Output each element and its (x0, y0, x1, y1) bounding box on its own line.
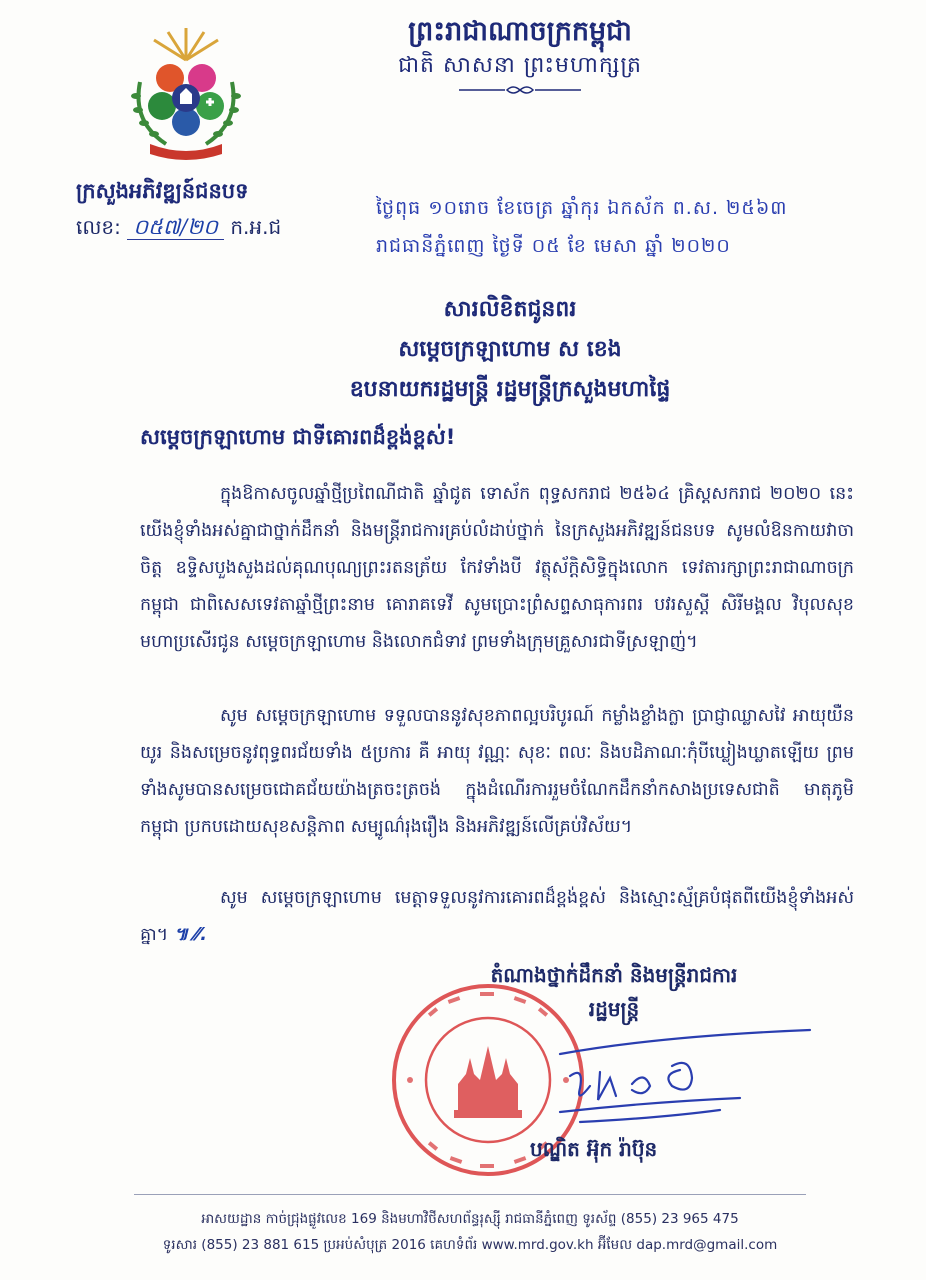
recipient-name: សម្តេចក្រឡាហោម ស ខេង (398, 337, 622, 362)
closing-handwritten-mark: ៕ ⁄⁄. (173, 925, 207, 945)
signatory-name: បណ្ឌិត អ៊ុក រ៉ាប៊ុន (530, 1137, 658, 1161)
footer-contact: ទូរសារ (855) 23 881 615 ប្រអប់សំបុត្រ 2016 គេហទំព័រ www.mrd.gov.kh អ៊ីមែល dap.mrd@gmail.com (162, 1237, 778, 1253)
ministry-name: ក្រសួងអភិវឌ្ឍន៍ជនបទ (76, 179, 249, 203)
closing-representative: តំណាងថ្នាក់ដឹកនាំ និងមន្ត្រីរាជការ (490, 963, 738, 987)
national-motto: ជាតិ សាសនា ព្រះមហាក្សត្រ (398, 53, 642, 78)
reference-suffix: ក.អ.ជ (230, 215, 282, 239)
body-paragraph-2 (140, 698, 854, 846)
reference-label: លេខ: (76, 215, 121, 239)
lunar-date: ថ្ងៃពុធ ១០រោច ខែចេត្រ ឆ្នាំកុរ ឯកស័ក ព.ស. ២៥៦៣ (376, 197, 788, 219)
letterhead-kingdom (330, 14, 710, 96)
footer (120, 1206, 820, 1258)
footer-divider (134, 1194, 806, 1195)
salutation: សម្តេចក្រឡាហោម ជាទីគោរពដ៏ខ្ពង់ខ្ពស់! (140, 425, 456, 449)
body-paragraph-3 (140, 880, 854, 954)
kingdom-title: ព្រះរាជាណាចក្រកម្ពុជា (408, 16, 632, 47)
ornament-divider (455, 84, 585, 96)
letter-title-block (210, 290, 810, 410)
recipient-position: ឧបនាយករដ្ឋមន្ត្រី រដ្ឋមន្ត្រីក្រសួងមហាផ្ទៃ (349, 377, 671, 402)
ministry-logo (122, 22, 250, 162)
handwritten-signature (540, 1026, 830, 1136)
closing-title: រដ្ឋមន្ត្រី (588, 997, 640, 1021)
letter-title: សារលិខិតជូនពរ (443, 297, 577, 322)
paragraph-1-text: ក្នុងឱកាសចូលឆ្នាំថ្មីប្រពៃណីជាតិ ឆ្នាំជូត ទោស័ក ពុទ្ធសករាជ ២៥៦៤ គ្រិស្តសករាជ ២០២០ នេះ យើងខ្ញុំទាំងអស់គ្នាជាថ្នាក់ដឹកនាំ និងមន្ត្រីរាជការគ្រប់លំដាប់ថ្នាក់ នៃក្រសួងអភិវឌ្ឍន៍ជនបទ សូមលំឱនកាយវាចាចិត្ត ឧទ្ទិសបួងសួងដល់គុណបុណ្យព្រះរតនត្រ័យ កែវទាំងបី វត្ថុស័ក្តិសិទ្ធិក្នុងលោក ទេវតារក្សាព្រះរាជាណាចក្រកម្ពុជា ជាពិសេសទេវតាឆ្នាំថ្មីព្រះនាម គោរាគទេវី សូមប្រោះព្រំសព្ទសាធុការពរ បវរសួស្តី សិរីមង្គល វិបុលសុខ មហាប្រសើរជូន សម្តេចក្រឡាហោម និងលោកជំទាវ ព្រមទាំងក្រុមគ្រួសារជាទីស្រឡាញ់។ (140, 484, 854, 652)
paragraph-2-text: សូម សម្តេចក្រឡាហោម ទទួលបាននូវសុខភាពល្អបរិបូរណ៍ កម្លាំងខ្លាំងក្លា ប្រាជ្ញាឈ្លាសវៃ អាយុយឺនយូរ និងសម្រេចនូវពុទ្ធពរជ័យទាំង ៥ប្រការ គឺ អាយុ វណ្ណៈ សុខៈ ពលៈ និងបដិភាណៈកុំបីឃ្លៀងឃ្លាតឡើយ ព្រមទាំងសូមបានសម្រេចជោគជ័យយ៉ាងត្រចះត្រចង់ ក្នុងដំណើរការរួមចំណែកដឹកនាំកសាងប្រទេសជាតិ មាតុភូមិកម្ពុជា ប្រកបដោយសុខសន្តិភាព សម្បូណ៌រុងរឿង និងអភិវឌ្ឍន៍លើគ្រប់វិស័យ។ (140, 706, 854, 837)
solar-date: រាជធានីភ្នំពេញ ថ្ងៃទី ០៥ ខែ មេសា ឆ្នាំ ២០២០ (376, 235, 731, 257)
paragraph-3-text: សូម សម្តេចក្រឡាហោម មេត្តាទទួលនូវការគោរពដ៏ខ្ពង់ខ្ពស់ និងស្មោះស្ម័គ្របំផុតពីយើងខ្ញុំទាំងអស់គ្នា។ (140, 888, 854, 945)
reference-number: ០៥៧/២០ (127, 215, 224, 240)
body-paragraph-1 (140, 476, 854, 661)
footer-address: អាសយដ្ឋាន កាច់ជ្រុងផ្លូវលេខ 169 និងមហាវិថីសហព័ន្ធរុស្ស៊ី រាជធានីភ្នំពេញ ទូរស័ព្ទ (855) 23 965 475 (201, 1211, 739, 1227)
reference-line (76, 214, 281, 245)
